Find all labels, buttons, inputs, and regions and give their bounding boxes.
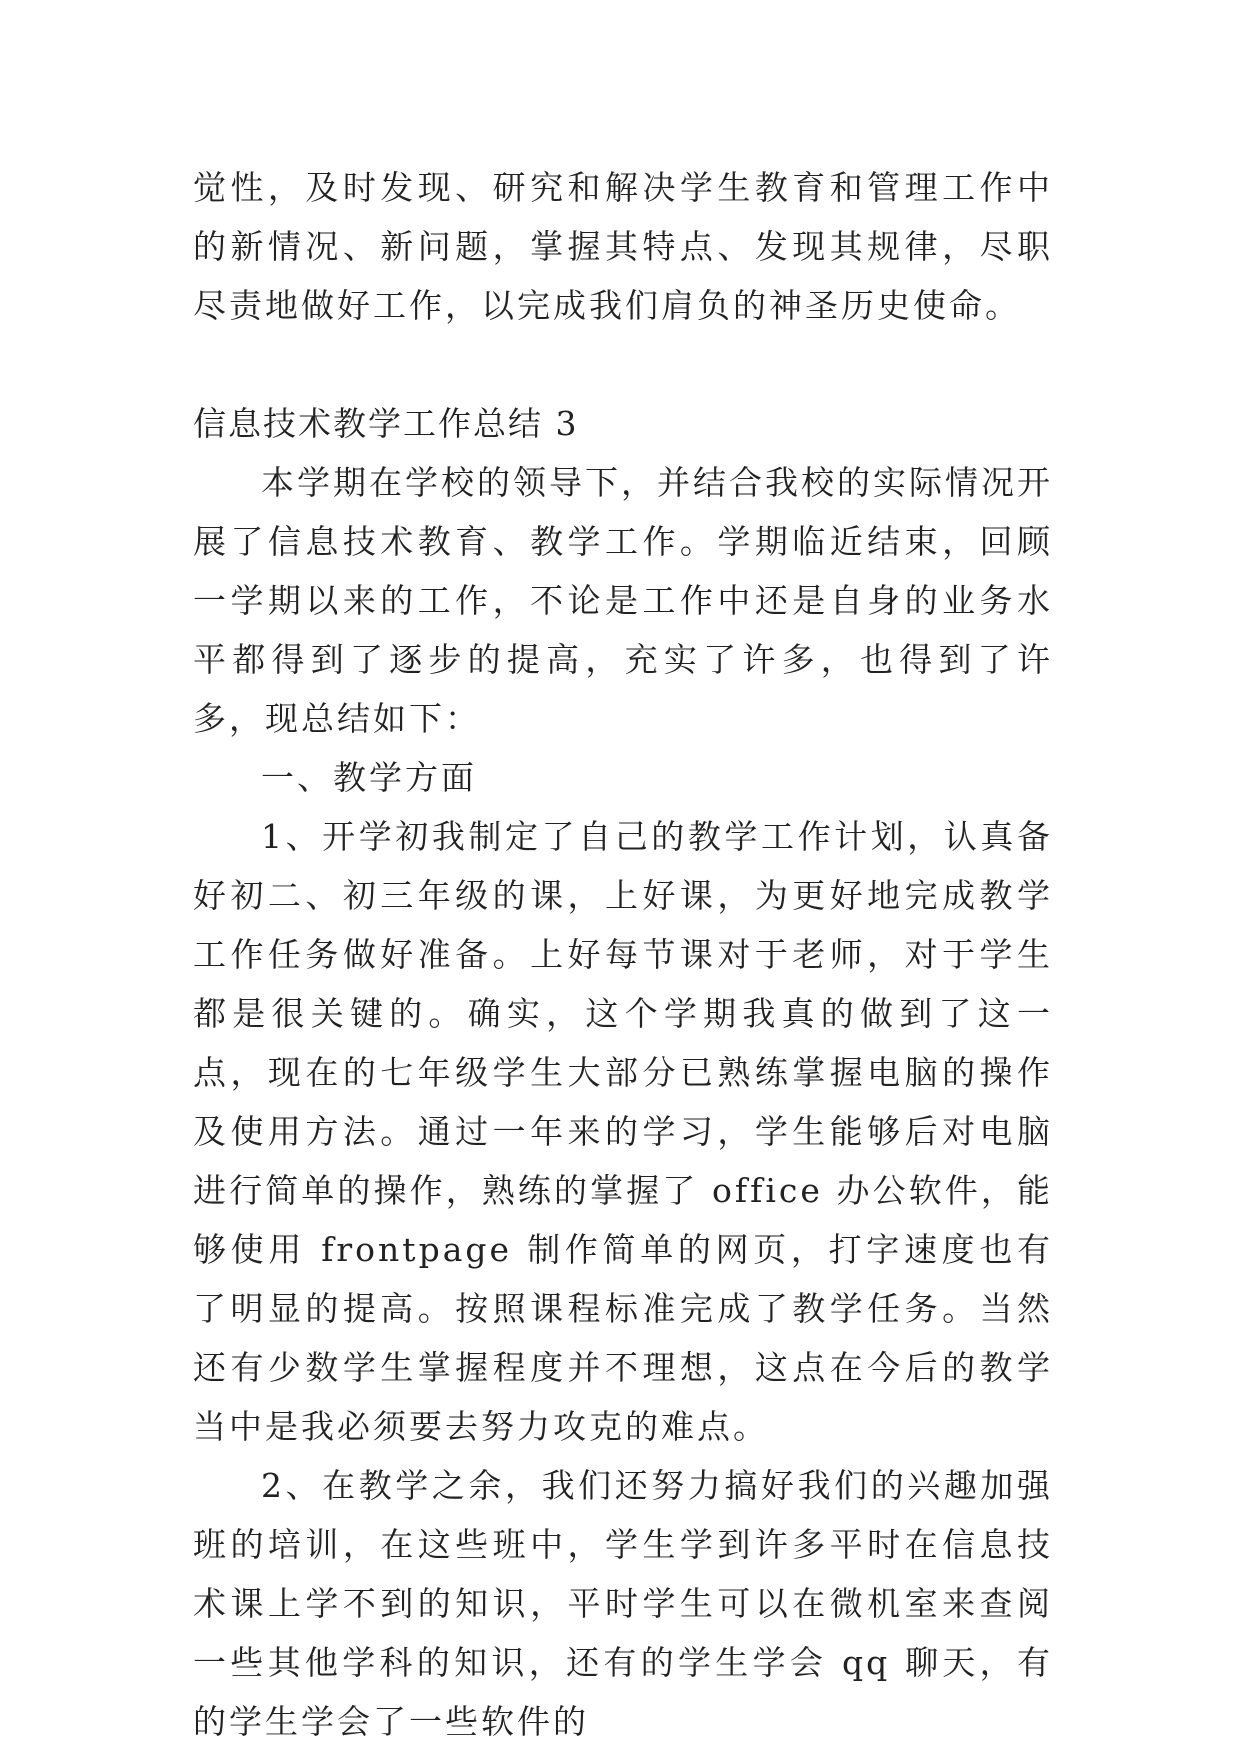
section-title: 信息技术教学工作总结 3 bbox=[193, 404, 579, 443]
intro-paragraph: 本学期在学校的领导下，并结合我校的实际情况开展了信息技术教育、教学工作。学期临近结束，回顾一学期以来的工作，不论是工作中还是自身的业务水平都得到了逐步的提高，充实了许多，也得到了许多，现总结如下： bbox=[193, 463, 1053, 738]
item-2-paragraph: 2、在教学之余，我们还努力搞好我们的兴趣加强班的培训，在这些班中，学生学到许多平时在信息技术课上学不到的知识，平时学生可以在微机室来查阅一些其他学科的知识，还有的学生学会 qq 聊天，有的学生学会了一些软件的 bbox=[193, 1466, 1053, 1741]
heading-teaching: 一、教学方面 bbox=[261, 758, 477, 797]
item-1-paragraph: 1、开学初我制定了自己的教学工作计划，认真备好初二、初三年级的课，上好课，为更好地完成教学工作任务做好准备。上好每节课对于老师，对于学生都是很关键的。确实，这个学期我真的做到了这一点，现在的七年级学生大部分已熟练掌握电脑的操作及使用方法。通过一年来的学习，学生能够后对电脑进行简单的操作，熟练的掌握了 office 办公软件，能够使用 frontpage 制作简单的网页，打字速度也有了明显的提高。按照课程标准完成了教学任务。当然还有少数学生掌握程度并不理想，这点在今后的教学当中是我必须要去努力攻克的难点。 bbox=[193, 817, 1053, 1446]
continuation-paragraph: 觉性，及时发现、研究和解决学生教育和管理工作中的新情况、新问题，掌握其特点、发现其规律，尽职尽责地做好工作，以完成我们肩负的神圣历史使命。 bbox=[193, 168, 1053, 325]
document-body bbox=[193, 158, 1053, 1751]
